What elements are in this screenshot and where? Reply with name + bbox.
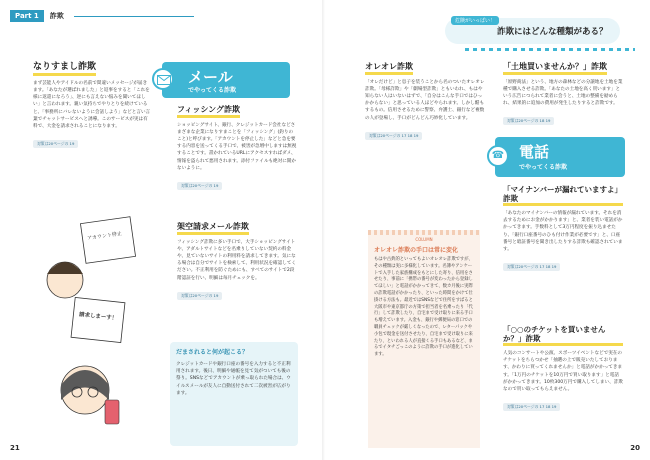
narisumashi-body: まず芸能人やアイドルの名前で間違いメッセージが届きます。「あなたが選ばれました」と返事をすると「これを様に返還になろう」、逆にも言えない悩みを聞いてほしい」と言われます。親い気持ちでやりとりを続けていると、「事務所にバレないように会話しよう」などと言い言葉でチャットサービスへと誘導。このサービスが実は有料で、大金を請求されることになります。	[33, 80, 151, 130]
header-title: 詐欺	[49, 12, 64, 20]
ore-ref[interactable]: 対策は20ページの 17 18 19	[365, 132, 422, 140]
kaku-title: 架空請求メール詐欺	[177, 222, 249, 235]
badge-lead: 危険がいっぱい！	[451, 16, 499, 25]
ticket-section	[503, 325, 623, 412]
page-number-left: 21	[10, 444, 20, 452]
column-label: COLUMN	[415, 237, 433, 242]
damasare-title: だまされると何が起こる？	[176, 349, 249, 356]
narisumashi-ref[interactable]: 対策は20ページの 19	[33, 140, 78, 148]
mail-banner-sub: でやってくる詐欺	[188, 87, 237, 94]
tochi-body: 「原野商法」という、地方の森林などの分譲地を土地を業種で購入させる詐欺。「あなたの土地を高く買います」という広告につられて業者に会うと、土地の整備を勧められ、結果的に追加の費用が発生したりすると詐欺です。	[503, 79, 623, 107]
note-account: アカウント停止	[86, 230, 123, 242]
kaku-ref[interactable]: 対策は20ページの 19	[177, 292, 222, 300]
ore-body: 「オレだけど」と息子を装うことから名のついたオレオレ詐欺。「母様詐欺」や「劇場型詐欺」ともいわれ、もはや知らない人はいないはずで、「自分はこんな手口ではひっかからない」と思っている人ほどやられます。しかし酷もするもの。信用させるために警察、弁護士、銀行など複数の人が登場し、手口がどんどん巧妙化しています。	[365, 79, 485, 121]
scam-illustration	[25, 200, 155, 440]
mynumber-title: 「マイナンバーが漏れていますよ」詐欺	[503, 185, 623, 206]
ore-section	[365, 62, 485, 141]
phishing-section	[177, 105, 297, 191]
column-title: オレオレ詐欺の手口は常に変化	[374, 247, 459, 254]
phishing-ref[interactable]: 対策は20ページの 19	[177, 182, 222, 190]
mynumber-body: 「あなたのマイナンバーの情報が漏れています。それを消去するためにお金がかかります」と、業者を装い電話がかかってきます。手数料として3万円程度を振り込ませたり、「銀行口座番号のひも付け作業が必要です」と、口座番号と暗証番号を聞き出したりする詐欺も確認されています。	[503, 211, 623, 253]
phone-icon: ☎	[487, 145, 509, 167]
ticket-title: 「○○のチケットを買いませんか？」詐欺	[503, 325, 623, 346]
mynumber-section	[503, 185, 623, 272]
column-body: もはや古典的といってもよいオレオレ詐欺ですが、その種類は実に多様化しています。名簿やアンケートで入手した家族構成をもとにした寄り、信用をさせたり、事前に「携帯の番号が変わったから登録してほしい」と電話がかかってきて、数カ月後に実際の詐欺電話がかかったり、といった時間をかけて仕掛ける方法も。最近ではSNSなどで住所をすばると大阪市や東京都庁の方策で担当者を名乗ったり「代行」して詐欺したり、自宅まで受け取りに来る手口も増えています。入金も、銀行や郵便局の窓口での職員チェックが厳しくなったので、レターパックや小包で現金を送付させたり、自宅まで受け取りに来たり、といわれる人が直接くる手口もあるなど、まるでイタチごっこのように詐欺の手口が進化しています。	[374, 257, 473, 358]
tochi-section	[503, 62, 623, 126]
column-box	[368, 230, 480, 448]
tochi-ref[interactable]: 対策は20ページの 18 19	[503, 117, 554, 125]
tochi-title: 「土地買いませんか？」詐欺	[503, 62, 607, 75]
phishing-body: ショッピングサイト、銀行、クレジットカード会社などさまざまな企業になりすまことを「フィッシング」(釣りのこと)と呼びます。「アカウントを停止した」などと急を要する内容を送ってくる手口で、被害が急増中しますは無視することです。書かれているURLにアクセスすればダメ、情報を盗られて悪用されます。添付ファイルも絶対に開かないように。	[177, 122, 297, 171]
ticket-ref[interactable]: 対策は20ページの 17 18 19	[503, 403, 560, 411]
badge-main: 詐欺にはどんな種類がある？	[497, 27, 608, 37]
phone-banner-title: 電話	[519, 143, 550, 161]
badge	[445, 18, 620, 44]
mail-banner-title: メール	[188, 68, 233, 86]
right-page	[325, 0, 650, 460]
page-number-right: 20	[630, 444, 640, 452]
mynumber-ref[interactable]: 対策は20ページの 17 18 19	[503, 263, 560, 271]
ore-title: オレオレ詐欺	[365, 62, 413, 75]
envelope-icon	[152, 68, 174, 90]
part-tag: Part 1	[10, 10, 44, 22]
kaku-body: フィッシング詐欺に多い手口で、大手ショッピングサイトや、アダルトサイトなどを名乗りしていない契約の料金や、見ていないサイトの利用料を請求してきます。気になる場合は自分でサイトを検索して、利用状況を確認してください。不正利用を防ぐためにも、すべてのサイトで2段階認証を行い、明細は毎月チェックを。	[177, 239, 297, 281]
kaku-section	[177, 222, 297, 301]
page-header	[10, 10, 194, 22]
mail-banner	[162, 62, 290, 98]
damasare-body: クレジットカードや銀行口座の番号を入力すると不正利用されます。後日、明細や通帳を見て気がついても後の祭り。SNSなどでアカウントが乗っ取られた場合は、ウイルスメールが友人に自動送付されて二次被害が広がります。	[176, 362, 291, 396]
narisumashi-title: なりすまし詐欺	[33, 62, 96, 76]
phishing-title: フィッシング詐欺	[177, 105, 240, 118]
ticket-body: 人気のコンサートや公演、スポーツイベントなどで実在のチケットをちらつかせ「抽選の上で販売いたしております、かわりに買ってくれませんか」と電話がかかってきます。「1万円のチケットを10万円で買い取ります」と電話がかかってきます。10枚300万円で購入してしまい、詐欺なので買い取ってもらえません。	[503, 351, 623, 393]
phone-banner	[491, 137, 625, 177]
note-bill: 請求しまーす！	[78, 311, 118, 322]
narisumashi-section	[33, 62, 151, 149]
phone-banner-sub: でやってくる詐欺	[519, 164, 568, 171]
damasare-box	[170, 342, 298, 446]
